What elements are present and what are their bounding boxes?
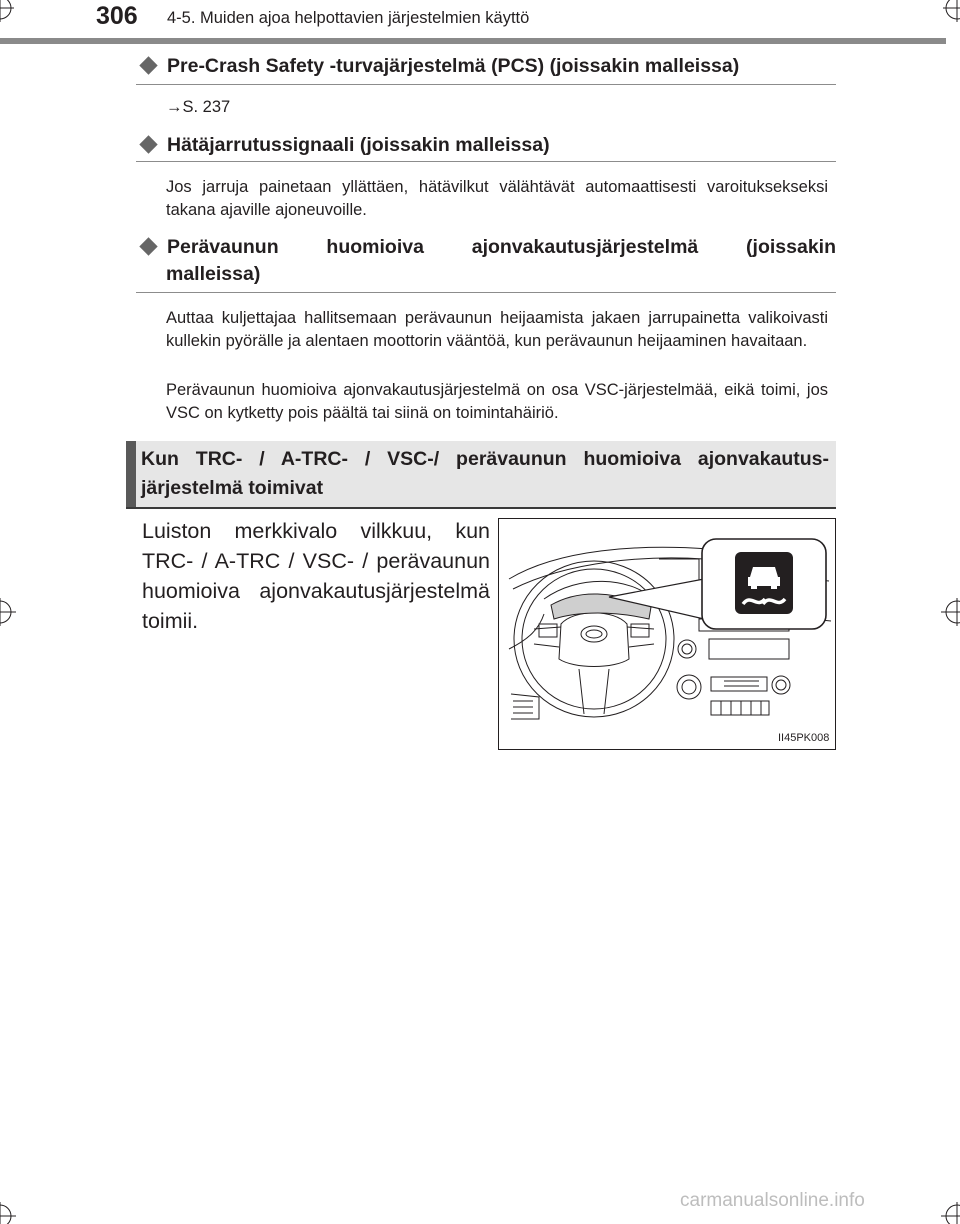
section-rule xyxy=(136,84,836,85)
box-heading-bar xyxy=(126,441,136,509)
dashboard-drawing xyxy=(499,519,835,749)
section-heading-text: Pre-Crash Safety -turvajärjestelmä (PCS) (joissakin malleissa) xyxy=(167,55,740,77)
diamond-bullet-icon xyxy=(139,136,157,154)
dashboard-illustration xyxy=(498,518,836,750)
section-body: Perävaunun huomioiva ajonvakautusjärjestelmä on osa VSC-järjestelmää, eikä toimi, jos VSC on kytketty pois päältä tai siinä on toimintahäiriö. xyxy=(166,381,828,422)
box-heading: Kun TRC- / A-TRC- / VSC-/ perävaunun huomioiva ajonvakautus-järjestelmä toimivat xyxy=(141,448,829,499)
diamond-bullet-icon xyxy=(139,57,157,75)
section-heading-text: Hätäjarrutussignaali (joissakin malleissa) xyxy=(167,134,550,156)
section-rule xyxy=(136,161,836,162)
page-number: 306 xyxy=(96,2,138,30)
section-body: Jos jarruja painetaan yllättäen, hätävilkut välähtävät automaattisesti varoituksekseksi takana ajaville ajoneuvoille. xyxy=(166,178,828,219)
section-heading-pcs xyxy=(136,48,836,84)
diamond-bullet-icon xyxy=(139,238,157,256)
illustration-code: II45PK008 xyxy=(778,732,830,744)
indicator-description: Luiston merkkivalo vilkkuu, kun TRC- / A-TRC / VSC- / perävaunun huomioiva ajonvakautusjärjestelmä toimii. xyxy=(142,519,490,633)
box-rule xyxy=(126,507,836,509)
chapter-title: 4-5. Muiden ajoa helpottavien järjestelmien käyttö xyxy=(167,9,530,27)
page-reference: →S. 237 xyxy=(166,98,231,116)
section-heading-emergency-brake xyxy=(136,127,836,163)
section-heading-text: Perävaunun huomioiva ajonvakautusjärjestelmä (joissakin xyxy=(167,236,836,258)
section-rule xyxy=(136,292,836,293)
header-rule xyxy=(0,38,946,44)
section-body: Auttaa kuljettajaa hallitsemaan perävaunun heijaamista jakaen jarrupainetta valikoivasti kullekin pyörälle ja alentaen moottorin vääntöä, kun perävaunun heijaaminen havaitaan. xyxy=(166,309,828,350)
slip-indicator-icon xyxy=(735,552,793,614)
section-heading-text-line2: malleissa) xyxy=(166,263,261,285)
watermark: carmanualsonline.info xyxy=(680,1190,865,1211)
